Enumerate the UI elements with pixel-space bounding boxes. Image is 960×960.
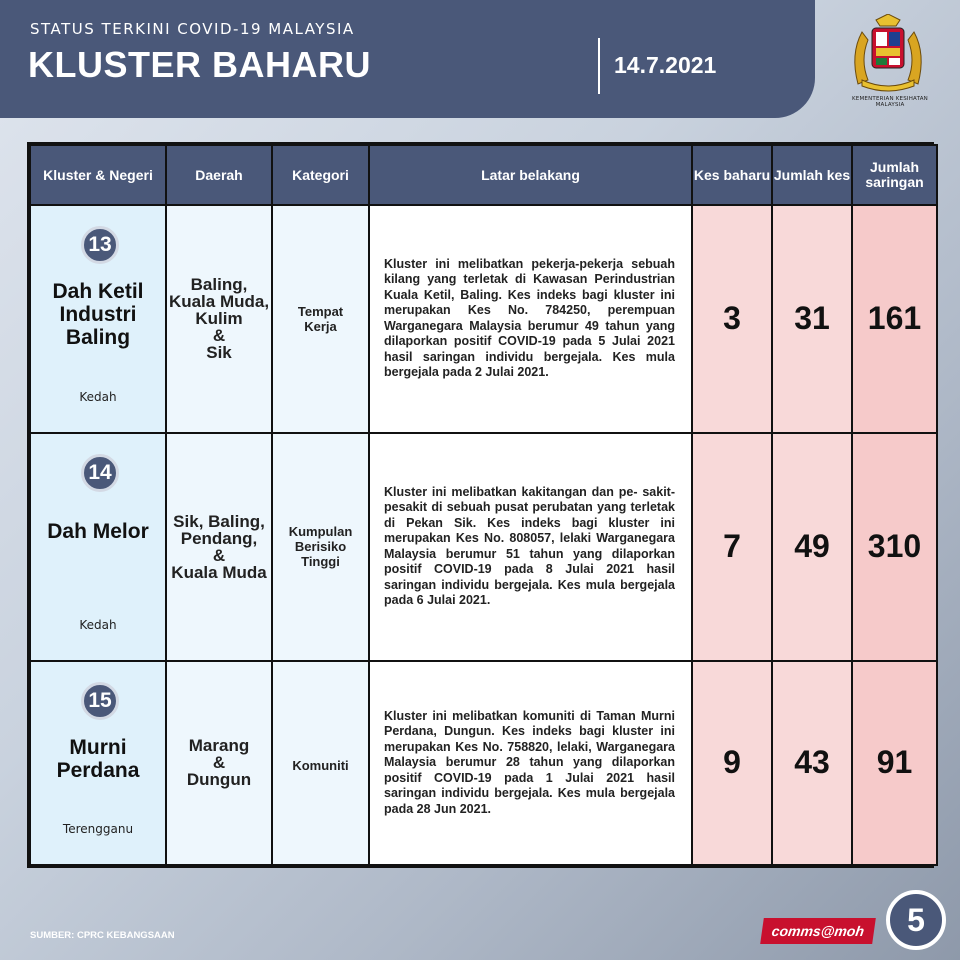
background-text: Kluster ini melibatkan pekerja-pekerja sebuah kilang yang terletak di Kawasan Perindustrian Kuala Ketil, Baling. Kes indeks bagi kluster ini merupakan Kes No. 784250, perempuan Warganegara Malaysia berumur 49 tahun yang dilaporkan positif COVID-19 pada 5 Julai 2021 hasil saringan individu bergejala. Kes mula bergejala pada 2 Julai 2021. bbox=[384, 256, 675, 380]
table-row bbox=[30, 205, 937, 433]
page-title: KLUSTER BAHARU bbox=[28, 44, 371, 85]
cluster-cell bbox=[30, 661, 166, 865]
district-text: Baling, Kuala Muda, Kulim & Sik bbox=[168, 275, 270, 363]
header-district: Daerah bbox=[166, 145, 272, 205]
table-row bbox=[30, 661, 937, 865]
district-cell bbox=[166, 433, 272, 661]
background-text: Kluster ini melibatkan komuniti di Taman Murni Perdana, Dungun. Kes indeks bagi kluster ini merupakan Kes No. 758820, lelaki, Warganegara Malaysia berumur 28 tahun yang dilaporkan positif COVID-19 pada 1 Julai 2021 hasil saringan individu bergejala. Kes mula bergejala pada 28 Jun 2021. bbox=[384, 708, 675, 816]
header-new-cases: Kes baharu bbox=[692, 145, 772, 205]
logo-caption: KEMENTERIAN KESIHATAN MALAYSIA bbox=[852, 96, 928, 108]
cluster-number-badge: 14 bbox=[81, 454, 119, 492]
header-cluster: Kluster & Negeri bbox=[30, 145, 166, 205]
background-cell bbox=[369, 205, 692, 433]
district-cell bbox=[166, 205, 272, 433]
new-cases-value: 3 bbox=[723, 300, 741, 337]
new-cases-cell bbox=[692, 433, 772, 661]
category-cell bbox=[272, 205, 369, 433]
category-text: Tempat Kerja bbox=[297, 303, 344, 334]
new-cases-value: 7 bbox=[723, 528, 741, 565]
total-cases-value: 31 bbox=[794, 300, 830, 337]
source-note: SUMBER: CPRC KEBANGSAAN bbox=[30, 930, 175, 941]
background-cell bbox=[369, 661, 692, 865]
cluster-state: Kedah bbox=[79, 617, 117, 632]
total-screening-cell bbox=[852, 205, 937, 433]
brand-badge: comms@moh bbox=[760, 918, 876, 944]
background-cell bbox=[369, 433, 692, 661]
header-total-cases: Jumlah kes bbox=[772, 145, 852, 205]
total-screening-value: 91 bbox=[876, 744, 913, 781]
new-cases-cell bbox=[692, 205, 772, 433]
cluster-name: Dah Ketil Industri Baling bbox=[52, 280, 144, 349]
category-text: Komuniti bbox=[292, 757, 349, 773]
district-text: Marang & Dungun bbox=[186, 736, 252, 790]
table-row bbox=[30, 433, 937, 661]
cluster-name: Dah Melor bbox=[47, 519, 149, 543]
new-cases-value: 9 bbox=[723, 744, 741, 781]
header-divider bbox=[598, 38, 600, 94]
total-cases-cell bbox=[772, 433, 852, 661]
cluster-name: Murni Perdana bbox=[56, 735, 140, 782]
header-subtitle: STATUS TERKINI COVID-19 MALAYSIA bbox=[30, 20, 355, 38]
category-cell bbox=[272, 661, 369, 865]
new-cases-cell bbox=[692, 661, 772, 865]
cluster-state: Terengganu bbox=[62, 822, 134, 836]
total-cases-value: 43 bbox=[794, 744, 830, 781]
header-banner bbox=[0, 0, 815, 118]
page-number: 5 bbox=[886, 890, 946, 950]
total-screening-cell bbox=[852, 661, 937, 865]
cluster-cell bbox=[30, 433, 166, 661]
total-cases-cell bbox=[772, 661, 852, 865]
district-text: Sik, Baling, Pendang, & Kuala Muda bbox=[171, 511, 267, 582]
total-screening-value: 310 bbox=[867, 528, 922, 565]
cluster-state: Kedah bbox=[79, 389, 117, 404]
header-total-screening: Jumlah saringan bbox=[852, 145, 937, 205]
cluster-number-badge: 15 bbox=[81, 682, 119, 720]
table-header-row bbox=[30, 145, 937, 205]
header-category: Kategori bbox=[272, 145, 369, 205]
header-background: Latar belakang bbox=[369, 145, 692, 205]
cluster-table bbox=[27, 142, 934, 868]
background-text: Kluster ini melibatkan kakitangan dan pe- sakit- pesakit di sebuah pusat perubatan yang terletak di Pekan Sik. Kes indeks bagi kluster ini merupakan Kes No. 808057, lelaki Warganegara Malaysia berumur 51 tahun yang dilaporkan positif COVID-19 pada 8 Julai 2021 hasil saringan individu bergejala. Kes mula bergejala pada 6 Julai 2021. bbox=[384, 484, 675, 608]
cluster-number-badge: 13 bbox=[81, 226, 119, 264]
category-cell bbox=[272, 433, 369, 661]
moh-crest-icon bbox=[846, 14, 930, 94]
total-screening-cell bbox=[852, 433, 937, 661]
total-cases-cell bbox=[772, 205, 852, 433]
cluster-cell bbox=[30, 205, 166, 433]
district-cell bbox=[166, 661, 272, 865]
category-text: Kumpulan Berisiko Tinggi bbox=[288, 524, 353, 570]
header-date: 14.7.2021 bbox=[614, 52, 717, 78]
total-cases-value: 49 bbox=[794, 528, 830, 565]
total-screening-value: 161 bbox=[867, 300, 922, 337]
